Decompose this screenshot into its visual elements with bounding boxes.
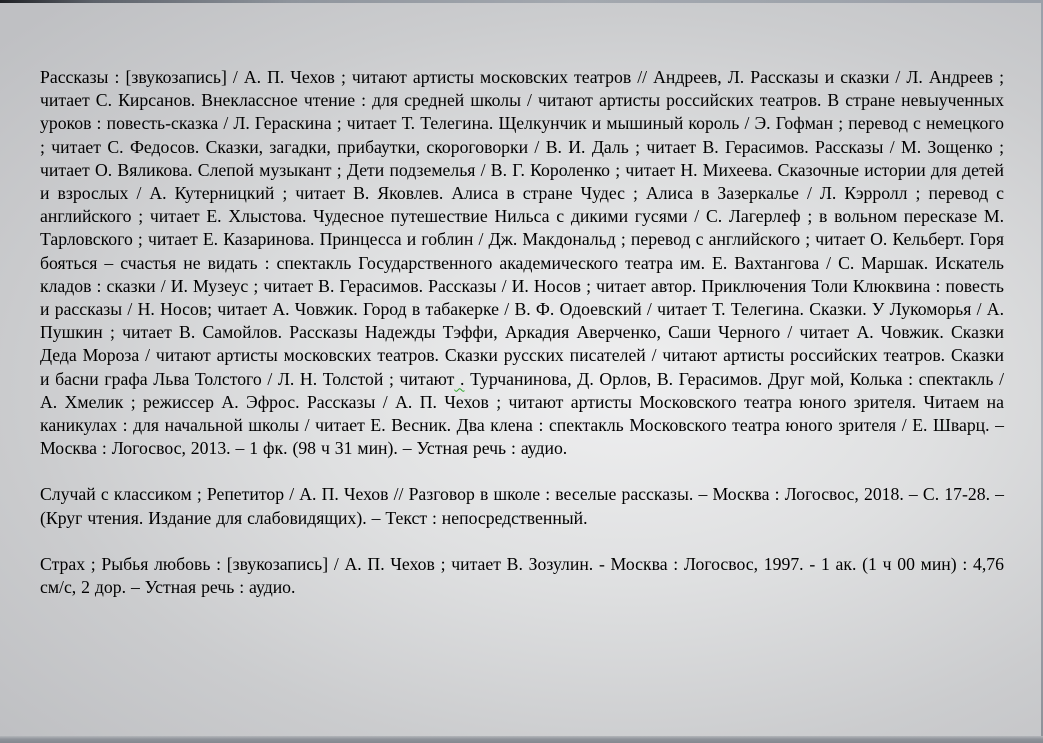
bibliography-entry-chekhov-stories-2013[interactable]: [40, 66, 1004, 460]
window-bottom-edge: [0, 736, 1043, 743]
entry-1-text-after-typo: Турчанинова, Д. Орлов, В. Герасимов. Друг мой, Колька : спектакль /А. Хмелик ; режиссер А. Эфрос. Рассказы / А. П. Чехов ; читают артисты Московского театра юного зрителя. Читаем на каникулах : для начальной школы / читает Е. Весник. Два клена : спектакль Московского театра юного зрителя / Е. Шварц. – Москва : Логосвос, 2013. – 1 фк. (98 ч 31 мин). – Устная речь : аудио.: [40, 368, 1005, 459]
bibliography-entry-chekhov-repetitor-2018[interactable]: Случай с классиком ; Репетитор / А. П. Чехов // Разговор в школе : веселые рассказы. – Москва : Логосвос, 2018. – С. 17-28. – (Круг чтения. Издание для слабовидящих). – Текст : непосредственный.: [40, 484, 1004, 528]
window-top-edge: [0, 0, 1043, 3]
spellcheck-squiggle-segment: .: [454, 368, 465, 389]
entry-1-text-before-typo: Рассказы : [звукозапись] / А. П. Чехов ; читают артисты московских театров // Андреев, Л. Рассказы и сказки / Л. Андреев ; читает С. Кирсанов. Внеклассное чтение : для средней школы / читают артисты российских театров. В стране невыученных уроков : повесть-сказка / Л. Гераскина ; читает Т. Телегина. Щелкунчик и мышиный король / Э. Гофман ; перевод с немецкого ; читает С. Федосов. Сказки, загадки, прибаутки, скороговорки / В. И. Даль ; читает В. Герасимов. Рассказы / М. Зощенко ; читает О. Вяликова. Слепой музыкант ; Дети подземелья / В. Г. Короленко ; читает Н. Михеева. Сказочные истории для детей и взрослых / А. Кутерницкий ; читает В. Яковлев. Алиса в стране Чудес ; Алиса в Зазеркалье / Л. Кэрролл ; перевод с английского ; читает Е. Хлыстова. Чудесное путешествие Нильса с дикими гусями / С. Лагерлеф ; в вольном пересказе М. Тарловского ; читает Е. Казаринова. Принцесса и гоблин / Дж. Макдональд ; перевод с английского ; читает О. Кельберт. Горя бояться – счастья не видать : спектакль Государственного академического театра им. Е. Вахтангова / С. Маршак. Искатель кладов : сказки / И. Музеус ; читает В. Герасимов. Рассказы / И. Носов ; читает автор. Приключения Толи Клюквина : повесть и рассказы / Н. Носов; читает А. Човжик. Город в табакерке / В. Ф. Одоевский / читает Т. Телегина. Сказки. У Лукоморья / А. Пушкин ; читает В. Самойлов. Рассказы Надежды Тэффи, Аркадия Аверченко, Саши Черного / читает А. Човжик. Сказки Деда Мороза / читают артисты московских театров. Сказки русских писателей / читают артисты российских театров. Сказки и басни графа Льва Толстого / Л. Н. Толстой ; читают: [40, 67, 1004, 389]
document-text-area[interactable]: [40, 66, 1004, 622]
bibliography-entry-chekhov-strah-1997[interactable]: Страх ; Рыбья любовь : [звукозапись] / А. П. Чехов ; читает В. Зозулин. - Москва : Логосвос, 1997. - 1 ак. (1 ч 00 мин) : 4,76 см/с, 2 дор. – Устная речь : аудио.: [40, 553, 1004, 598]
